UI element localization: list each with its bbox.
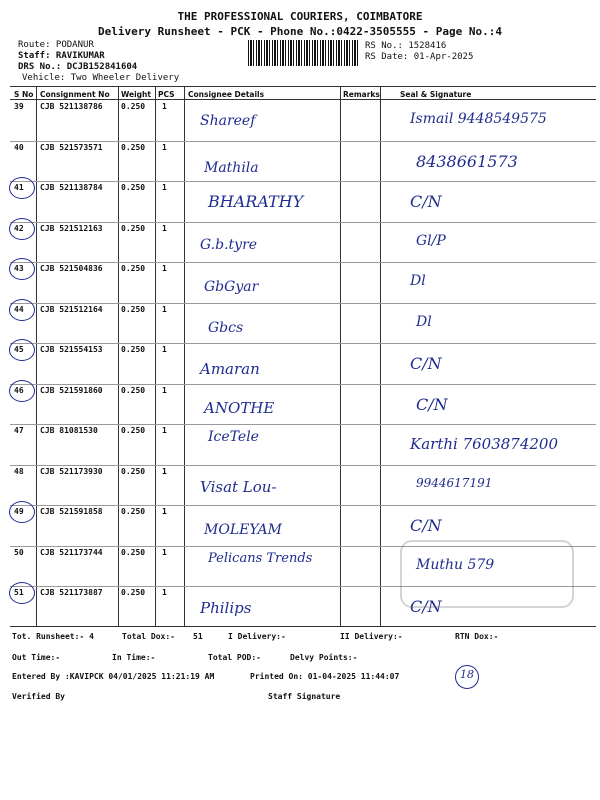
row-divider — [10, 465, 596, 466]
row-weight: 0.250 — [121, 547, 146, 557]
row-pcs: 1 — [162, 385, 167, 395]
row-divider — [10, 424, 596, 425]
row-weight: 0.250 — [121, 385, 146, 395]
row-sno: 46 — [14, 385, 24, 395]
row-consignee-handwriting: MOLEYAM — [204, 522, 282, 538]
table-top-line — [10, 86, 596, 87]
row-weight: 0.250 — [121, 426, 146, 435]
row-signature-handwriting: Dl — [410, 273, 426, 289]
row-pcs: 1 — [162, 507, 167, 516]
row-consignment-no: CJB 521591860 — [40, 385, 103, 395]
row-divider — [10, 222, 596, 223]
row-signature-handwriting: C/N — [416, 394, 448, 414]
row-pcs: 1 — [162, 183, 167, 192]
row-pcs: 1 — [162, 547, 167, 557]
row-sno: 40 — [14, 142, 24, 152]
row-consignee-handwriting: GbGyar — [204, 279, 259, 295]
page-mark: 18 — [460, 668, 474, 681]
row-weight: 0.250 — [121, 264, 146, 273]
tot-runsheet: Tot. Runsheet:- 4 — [12, 632, 94, 641]
delvy-points: Delvy Points:- — [290, 653, 358, 662]
entered-by: Entered By :KAVIPCK 04/01/2025 11:21:19 AM — [12, 672, 215, 681]
rs-date: RS Date: 01-Apr-2025 — [365, 52, 474, 62]
col-header-sno: S No — [14, 90, 34, 99]
row-signature-handwriting: C/N — [410, 516, 442, 535]
row-pcs: 1 — [162, 142, 167, 152]
row-sno: 39 — [14, 102, 24, 111]
row-sno: 44 — [14, 304, 24, 314]
col-header-weight: Weight — [121, 90, 151, 99]
row-consignment-no: CJB 521173744 — [40, 547, 103, 557]
row-pcs: 1 — [162, 426, 167, 435]
verified-by: Verified By — [12, 692, 65, 701]
table-header-line — [10, 99, 596, 100]
in-time: In Time:- — [112, 653, 156, 662]
row-pcs: 1 — [162, 223, 167, 233]
row-consignee-handwriting: Mathila — [204, 159, 259, 176]
col-header-pcs: PCS — [158, 90, 175, 99]
table-bottom-line — [10, 626, 596, 627]
route-label: Route: PODANUR — [18, 40, 94, 50]
row-sno: 47 — [14, 426, 24, 435]
vehicle-label: Vehicle: Two Wheeler Delivery — [22, 73, 180, 83]
row-consignment-no: CJB 521138784 — [40, 183, 103, 192]
row-sno: 49 — [14, 507, 24, 516]
row-divider — [10, 181, 596, 182]
row-consignee-handwriting: Gbcs — [208, 319, 244, 336]
total-dox-label: Total Dox:- — [122, 632, 175, 641]
row-consignee-handwriting: Visat Lou- — [200, 477, 277, 496]
row-sno: 41 — [14, 183, 24, 192]
row-pcs: 1 — [162, 345, 167, 354]
printed-on: Printed On: 01-04-2025 11:44:07 — [250, 672, 400, 681]
row-sno: 42 — [14, 223, 24, 233]
ii-delivery: II Delivery:- — [340, 632, 403, 641]
row-pcs: 1 — [162, 466, 167, 476]
row-weight: 0.250 — [121, 223, 146, 233]
rtn-dox: RTN Dox:- — [455, 632, 499, 641]
barcode — [248, 40, 358, 66]
row-consignment-no: CJB 521173887 — [40, 588, 103, 597]
row-divider — [10, 384, 596, 385]
row-pcs: 1 — [162, 264, 167, 273]
total-pod: Total POD:- — [208, 653, 261, 662]
row-weight: 0.250 — [121, 142, 146, 152]
col-header-remarks: Remarks — [343, 90, 380, 99]
row-signature-handwriting: Karthi 7603874200 — [410, 435, 559, 453]
row-signature-handwriting: Gl/P — [416, 232, 446, 249]
row-weight: 0.250 — [121, 507, 146, 516]
runsheet-subtitle: Delivery Runsheet - PCK - Phone No.:0422-3505555 - Page No.:4 — [98, 25, 502, 38]
row-consignee-handwriting: G.b.tyre — [200, 236, 258, 253]
row-weight: 0.250 — [121, 466, 146, 476]
row-weight: 0.250 — [121, 345, 146, 354]
row-signature-handwriting: Ismail 9448549575 — [410, 111, 547, 127]
row-signature-handwriting: Muthu 579 — [416, 556, 495, 573]
row-divider — [10, 505, 596, 506]
i-delivery: I Delivery:- — [228, 632, 286, 641]
row-sno: 45 — [14, 345, 24, 354]
row-consignment-no: CJB 521591858 — [40, 507, 103, 516]
row-signature-handwriting: C/N — [410, 354, 442, 373]
row-consignee-handwriting: Amaran — [200, 360, 260, 378]
row-consignee-handwriting: ANOTHE — [204, 398, 275, 417]
row-consignment-no: CJB 521554153 — [40, 345, 103, 354]
row-signature-handwriting: C/N — [410, 192, 442, 211]
total-dox-value: 51 — [193, 632, 203, 641]
row-divider — [10, 343, 596, 344]
row-consignee-handwriting: Shareef — [200, 113, 256, 129]
row-consignment-no: CJB 521504836 — [40, 264, 103, 273]
row-weight: 0.250 — [121, 304, 146, 314]
row-pcs: 1 — [162, 304, 167, 314]
row-weight: 0.250 — [121, 183, 146, 192]
row-consignee-handwriting: IceTele — [208, 429, 259, 445]
row-sno: 48 — [14, 466, 24, 476]
drs-number: DRS No.: DCJB152841604 — [18, 62, 138, 72]
row-pcs: 1 — [162, 588, 167, 597]
col-header-signature: Seal & Signature — [400, 90, 472, 99]
row-sno: 43 — [14, 264, 24, 273]
row-signature-handwriting: Dl — [416, 313, 432, 330]
row-consignment-no: CJB 521173930 — [40, 466, 103, 476]
row-divider — [10, 262, 596, 263]
col-header-consignee: Consignee Details — [188, 90, 265, 99]
row-consignee-handwriting: Philips — [200, 599, 252, 617]
row-consignee-handwriting: Pelicans Trends — [208, 550, 313, 566]
row-pcs: 1 — [162, 102, 167, 111]
row-signature-handwriting: 9944617191 — [416, 475, 493, 490]
out-time: Out Time:- — [12, 653, 61, 662]
row-consignment-no: CJB 81081530 — [40, 426, 98, 435]
row-consignment-no: CJB 521573571 — [40, 142, 103, 152]
row-divider — [10, 303, 596, 304]
row-sno: 50 — [14, 547, 24, 557]
row-signature-handwriting: 8438661573 — [416, 151, 518, 171]
row-weight: 0.250 — [121, 588, 146, 597]
row-consignment-no: CJB 521138786 — [40, 102, 103, 111]
row-signature-handwriting: C/N — [410, 597, 442, 616]
courier-stamp — [400, 540, 574, 608]
row-divider — [10, 141, 596, 142]
row-consignee-handwriting: BHARATHY — [208, 192, 304, 211]
row-sno: 51 — [14, 588, 24, 597]
runsheet-title: THE PROFESSIONAL COURIERS, COIMBATORE — [177, 10, 423, 23]
row-consignment-no: CJB 521512163 — [40, 223, 103, 233]
rs-number: RS No.: 1528416 — [365, 41, 447, 51]
staff-label: Staff: RAVIKUMAR — [18, 51, 105, 61]
staff-signature: Staff Signature — [268, 692, 341, 701]
row-weight: 0.250 — [121, 102, 146, 111]
col-header-consignment: Consignment No — [40, 90, 110, 99]
row-consignment-no: CJB 521512164 — [40, 304, 103, 314]
